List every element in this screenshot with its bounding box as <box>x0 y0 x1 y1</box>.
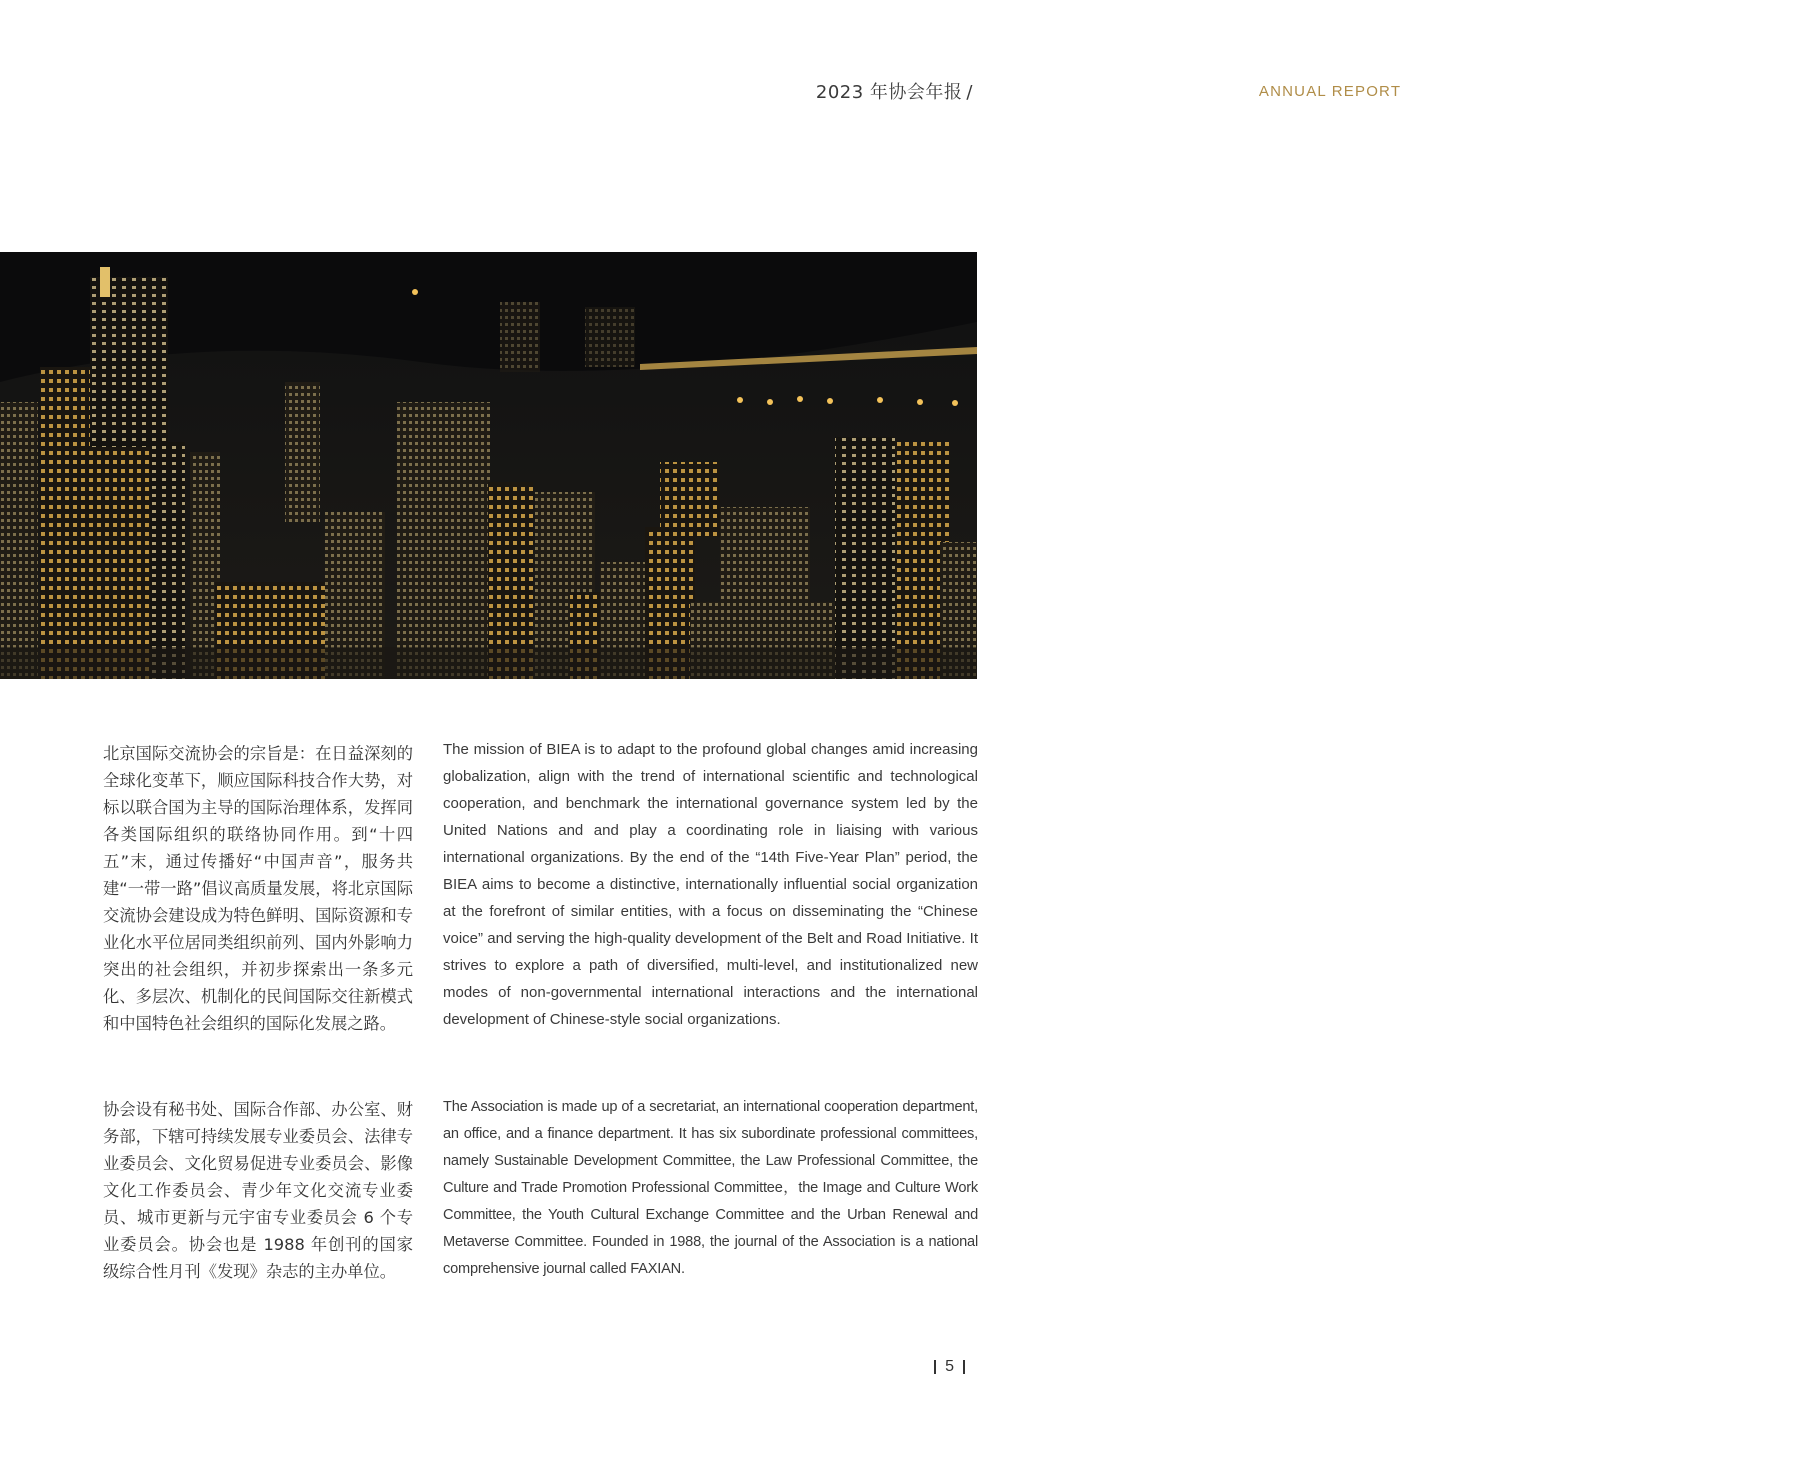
header-separator: / <box>966 82 973 103</box>
mission-text-en: The mission of BIEA is to adapt to the profound global changes amid increasing globalization, align with the trend of international scientific and technological cooperation, and benchmark the international governance system led by the United Nations and and play a coordinating role in liaising with various international organizations. By the end of the “14th Five-Year Plan” period, the BIEA aims to become a distinctive, internationally influential social organization at the forefront of similar entities, with a focus on disseminating the “Chinese voice” and serving the high-quality development of the Belt and Road Initiative. It strives to explore a path of diversified, multi-level, and institutionalized new modes of non-governmental international interactions and the international development of Chinese-style social organizations. <box>443 741 978 1028</box>
header-year-label: 2023 年协会年报 <box>815 82 963 103</box>
page-number-bar-left <box>934 1360 936 1374</box>
page-number-bar-right <box>963 1360 965 1374</box>
skyline-illustration <box>0 252 977 679</box>
mission-text-zh: 北京国际交流协会的宗旨是：在日益深刻的全球化变革下，顺应国际科技合作大势，对标以联合国为主导的国际治理体系，发挥同各类国际组织的联络协同作用。到“十四五”末，通过传播好“中国声音”，服务共建“一带一路”倡议高质量发展，将北京国际交流协会建设成为特色鲜明、国际资源和专业化水平位居同类组织前列、国内外影响力突出的社会组织，并初步探索出一条多元化、多层次、机制化的民间国际交往新模式和中国特色社会组织的国际化发展之路。 <box>103 744 413 1033</box>
structure-text-zh: 协会设有秘书处、国际合作部、办公室、财务部，下辖可持续发展专业委员会、法律专业委员会、文化贸易促进专业委员会、影像文化工作委员会、青少年文化交流专业委员、城市更新与元宇宙专业委员会 6 个专业委员会。协会也是 1988 年创刊的国家级综合性月刊《发现》杂志的主办单位。 <box>103 1100 413 1281</box>
structure-text-en: The Association is made up of a secretariat, an international cooperation department, an office, and a finance department. It has six subordinate professional committees, namely Sustainable Development Committee, the Law Professional Committee, the Culture and Trade Promotion Professional Committee，the Image and Culture Work Committee, the Youth Cultural Exchange Committee and the Urban Renewal and Metaverse Committee. Founded in 1988, the journal of the Association is a national comprehensive journal called FAXIAN. <box>443 1099 978 1277</box>
page-number <box>925 1358 974 1376</box>
night-city-skyline-photo <box>0 252 977 679</box>
page-number-value: 5 <box>945 1358 954 1375</box>
header-english-label: ANNUAL REPORT <box>1258 83 1402 100</box>
report-header <box>815 78 1402 104</box>
